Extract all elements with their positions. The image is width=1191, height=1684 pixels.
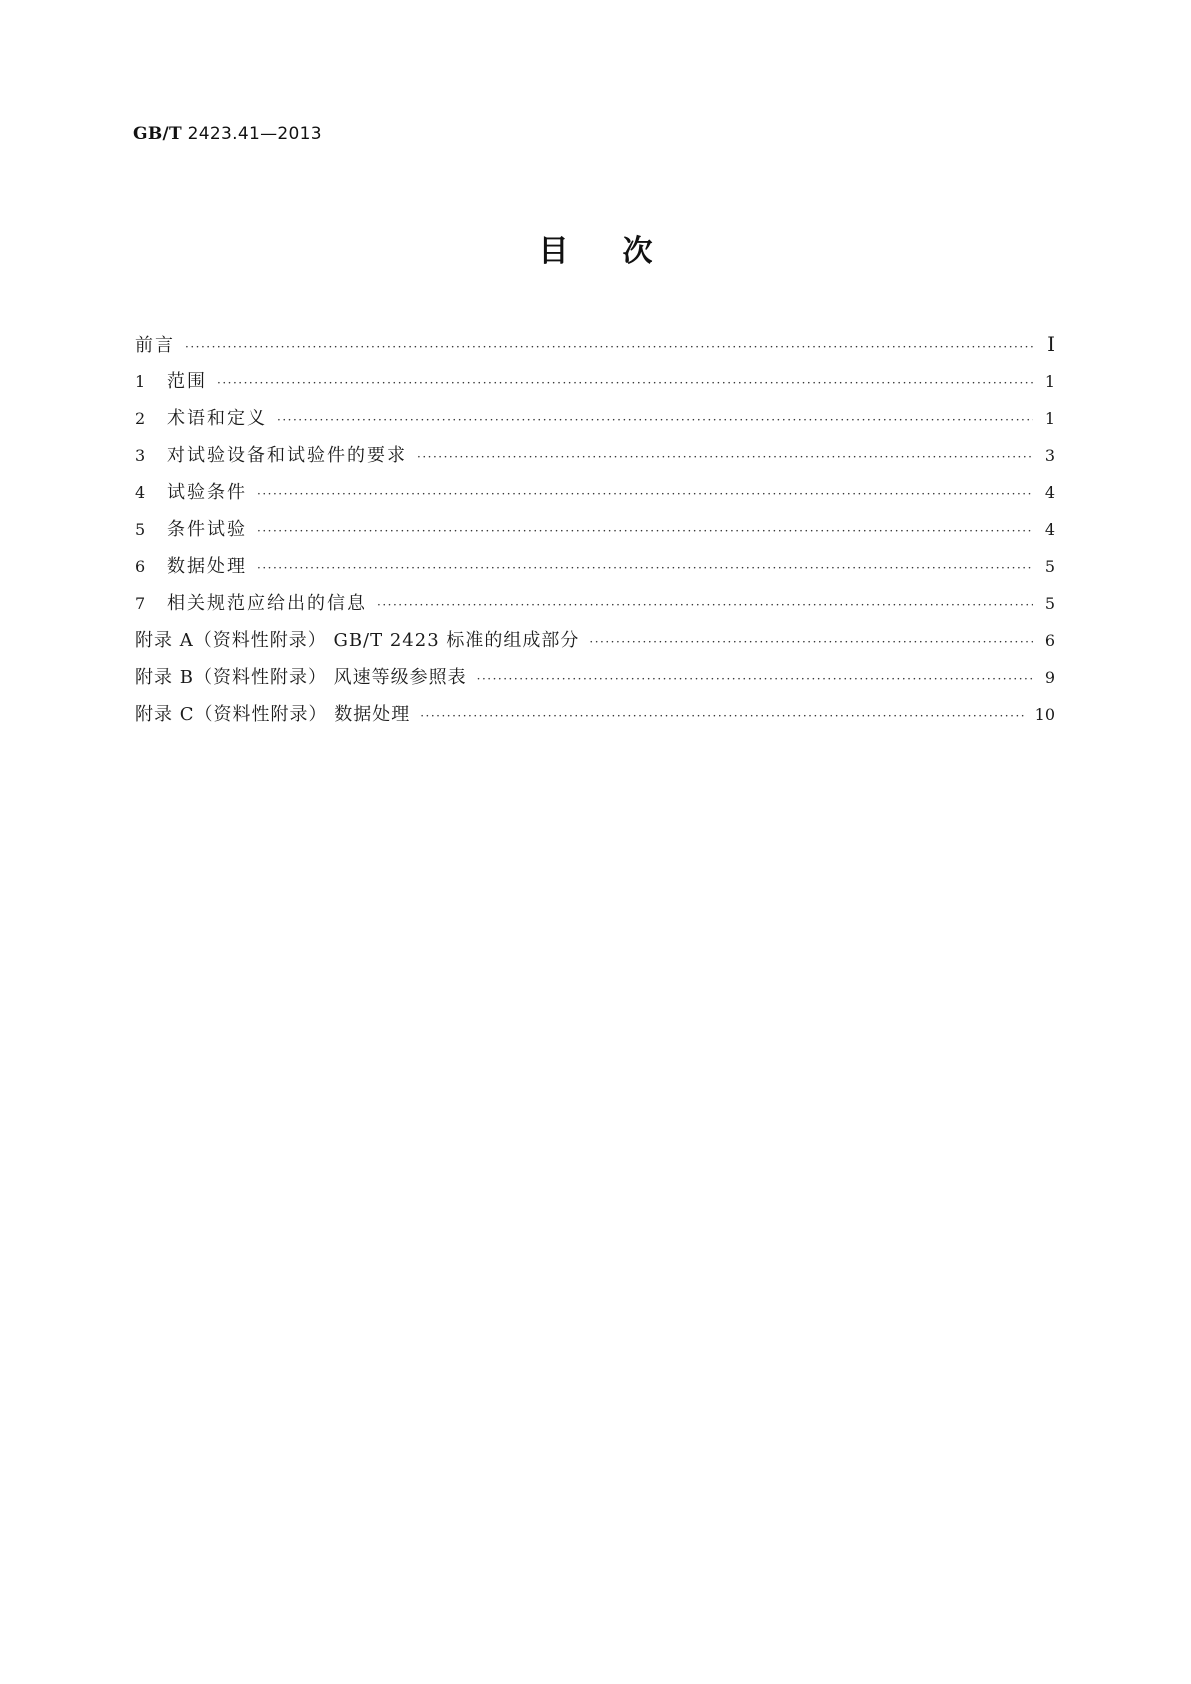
toc-entry-number: 2: [135, 409, 146, 428]
toc-entry-appendix-b[interactable]: [135, 659, 1055, 696]
toc-entry-5[interactable]: [135, 511, 1055, 548]
standard-code-prefix: GB/T: [133, 124, 182, 144]
toc-entry-6[interactable]: [135, 548, 1055, 585]
toc-entry-number: 3: [135, 446, 146, 465]
toc-entry-4[interactable]: [135, 474, 1055, 511]
toc-entry-number: 7: [135, 594, 146, 613]
toc-dot-leader: [217, 365, 1033, 402]
toc-entry-2[interactable]: [135, 400, 1055, 437]
toc-entry-label: 数据处理: [167, 556, 247, 577]
toc-entry-page: 3: [1044, 446, 1055, 465]
toc-entry-page: 10: [1034, 705, 1055, 724]
toc-dot-leader: [185, 329, 1033, 366]
toc-entry-number: 6: [135, 557, 146, 576]
toc-entry-number: 4: [135, 483, 146, 502]
toc-dot-leader: [257, 476, 1033, 513]
toc-entry-page: Ⅰ: [1047, 332, 1055, 356]
toc-entry-appendix-a[interactable]: [135, 622, 1055, 659]
standard-code-header: [133, 124, 322, 144]
toc-entry-page: 1: [1044, 372, 1055, 391]
toc-entry-7[interactable]: [135, 585, 1055, 622]
toc-entry-label: 条件试验: [167, 519, 247, 540]
toc-entry-page: 1: [1044, 409, 1055, 428]
toc-dot-leader: [477, 661, 1033, 698]
toc-entry-number: 5: [135, 520, 146, 539]
toc-entry-label: 前言: [135, 335, 175, 356]
toc-dot-leader: [257, 513, 1033, 550]
toc-dot-leader: [589, 624, 1033, 661]
toc-entry-number: 1: [135, 372, 146, 391]
toc-entry-label: 对试验设备和试验件的要求: [167, 445, 407, 466]
toc-entry-appendix-c[interactable]: [135, 696, 1055, 733]
toc-entry-label: 术语和定义: [167, 408, 267, 429]
toc-entry-label: 附录 C（资料性附录） 数据处理: [135, 704, 411, 725]
standard-code-number: 2423.41—2013: [187, 124, 322, 144]
toc-entry-label: 试验条件: [167, 482, 247, 503]
toc-entry-page: 5: [1044, 557, 1055, 576]
toc-entry-page: 6: [1044, 631, 1055, 650]
toc-dot-leader: [257, 550, 1033, 587]
toc-entry-label: 相关规范应给出的信息: [167, 593, 367, 614]
toc-entry-foreword[interactable]: [135, 326, 1055, 363]
toc-entry-page: 4: [1044, 483, 1055, 502]
toc-dot-leader: [417, 439, 1033, 476]
toc-entry-label: 范围: [167, 371, 207, 392]
page-title: 目次: [538, 234, 707, 269]
toc-dot-leader: [377, 587, 1033, 624]
toc-dot-leader: [420, 698, 1026, 735]
toc-entry-label: 附录 B（资料性附录） 风速等级参照表: [135, 667, 467, 688]
toc-dot-leader: [277, 402, 1033, 439]
table-of-contents: [135, 326, 1055, 733]
toc-entry-1[interactable]: [135, 363, 1055, 400]
toc-entry-page: 9: [1044, 668, 1055, 687]
toc-entry-3[interactable]: [135, 437, 1055, 474]
toc-entry-page: 4: [1044, 520, 1055, 539]
toc-entry-label: 附录 A（资料性附录） GB/T 2423 标准的组成部分: [135, 630, 580, 651]
toc-entry-page: 5: [1044, 594, 1055, 613]
